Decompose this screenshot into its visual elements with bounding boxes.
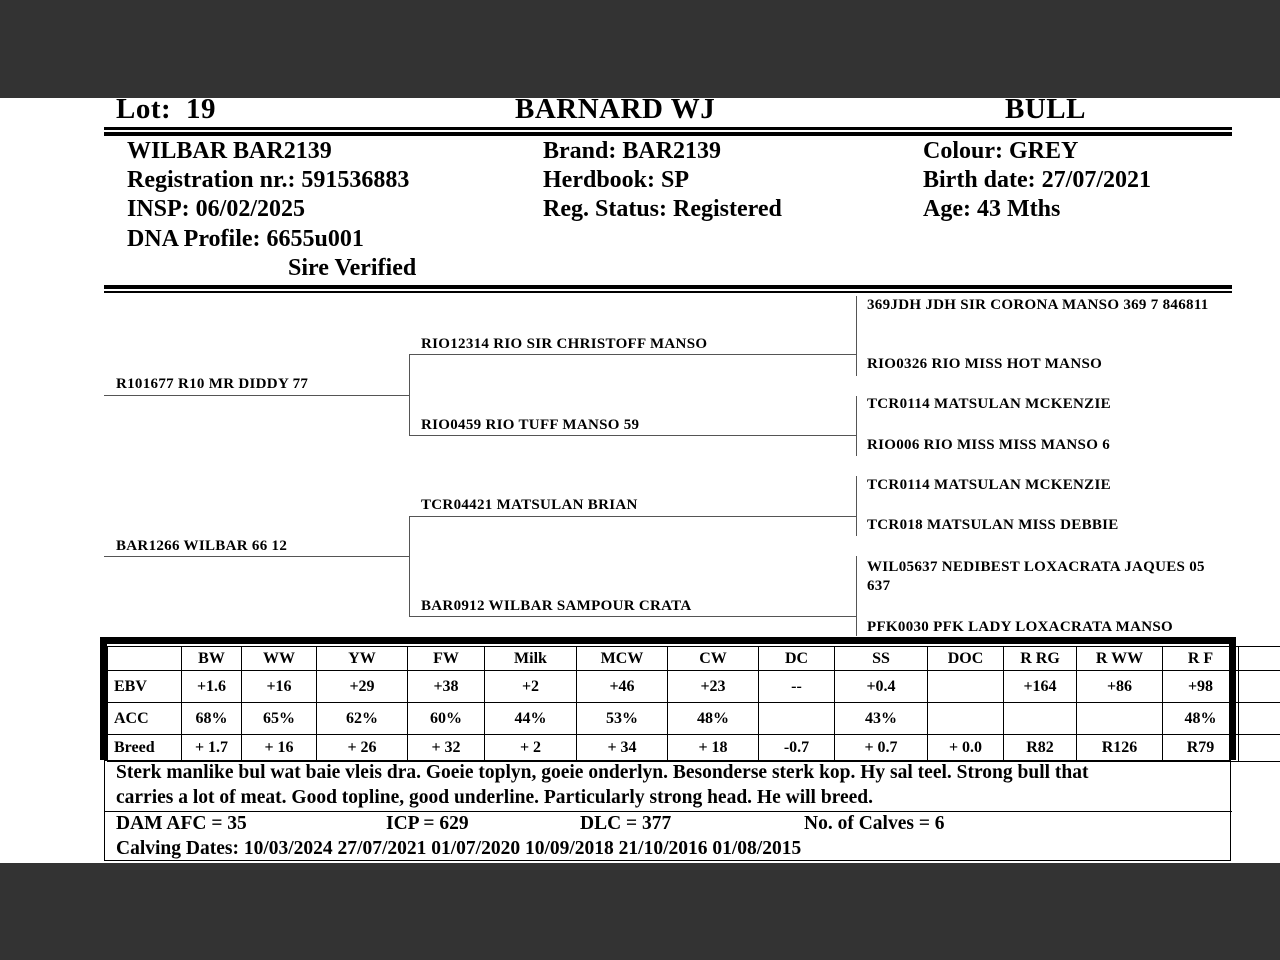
ebv-empty-cell bbox=[1239, 735, 1280, 762]
ebv-corner-cell bbox=[108, 647, 182, 671]
ebv-cell: +23 bbox=[668, 671, 759, 703]
ebv-cell: +86 bbox=[1077, 671, 1163, 703]
dna-profile: DNA Profile: 6655u001 bbox=[127, 226, 364, 252]
ebv-header-row bbox=[108, 647, 1280, 671]
ebv-cell: + 0.0 bbox=[928, 735, 1004, 762]
pedigree-dam-sire: TCR04421 MATSULAN BRIAN bbox=[421, 497, 638, 513]
comments-divider bbox=[104, 811, 1232, 812]
registration-status: Reg. Status: Registered bbox=[543, 196, 782, 222]
ebv-cell bbox=[1004, 703, 1077, 735]
pedigree-gg-1: 369JDH JDH SIR CORONA MANSO 369 7 846811 bbox=[867, 297, 1209, 313]
ebv-cell bbox=[928, 671, 1004, 703]
pedigree-connector-gg4 bbox=[856, 556, 857, 636]
ebv-cell: + 16 bbox=[242, 735, 317, 762]
pedigree-gg-4: RIO006 RIO MISS MISS MANSO 6 bbox=[867, 437, 1111, 453]
ebv-col-header: DC bbox=[759, 647, 835, 671]
ebv-cell: 53% bbox=[577, 703, 668, 735]
pedigree-connector-sire bbox=[409, 354, 410, 436]
ebv-row-label: EBV bbox=[108, 671, 182, 703]
ebv-col-header: FW bbox=[408, 647, 485, 671]
ebv-cell: +164 bbox=[1004, 671, 1077, 703]
ebv-cell: + 1.7 bbox=[182, 735, 242, 762]
pedigree-dam-line bbox=[104, 556, 409, 557]
pedigree-dam-dam: BAR0912 WILBAR SAMPOUR CRATA bbox=[421, 598, 692, 614]
catalogue-page bbox=[0, 98, 1280, 863]
comment-line-1: Sterk manlike bul wat baie vleis dra. Goeie toplyn, goeie onderlyn. Besonderse sterk kop. Hy sal teel. Strong bull that bbox=[116, 762, 1089, 783]
pedigree-dam-sire-line bbox=[409, 516, 856, 517]
ebv-cell: + 0.7 bbox=[835, 735, 928, 762]
ebv-row bbox=[108, 671, 1280, 703]
ebv-col-header: YW bbox=[317, 647, 408, 671]
ebv-cell: -- bbox=[759, 671, 835, 703]
pedigree-gg-8: PFK0030 PFK LADY LOXACRATA MANSO bbox=[867, 619, 1173, 635]
header-rule-bottom bbox=[104, 132, 1232, 136]
ebv-cell: 44% bbox=[485, 703, 577, 735]
ebv-cell: +29 bbox=[317, 671, 408, 703]
ebv-row-label: ACC bbox=[108, 703, 182, 735]
ebv-cell: +2 bbox=[485, 671, 577, 703]
pedigree-dam: BAR1266 WILBAR 66 12 bbox=[116, 538, 288, 554]
pedigree-connector-gg1 bbox=[856, 296, 857, 376]
ebv-empty-cell bbox=[1239, 703, 1280, 735]
acc-row bbox=[108, 703, 1280, 735]
pedigree-gg-6: TCR018 MATSULAN MISS DEBBIE bbox=[867, 517, 1119, 533]
ebv-cell: R126 bbox=[1077, 735, 1163, 762]
ebv-cell: +0.4 bbox=[835, 671, 928, 703]
ebv-cell: + 26 bbox=[317, 735, 408, 762]
pedigree-connector-gg3 bbox=[856, 476, 857, 536]
ebv-cell: + 34 bbox=[577, 735, 668, 762]
lot-number: 19 bbox=[186, 98, 216, 125]
pedigree-sire-sire: RIO12314 RIO SIR CHRISTOFF MANSO bbox=[421, 336, 708, 352]
dam-calves: No. of Calves = 6 bbox=[804, 813, 945, 834]
pedigree-dam-dam-line bbox=[409, 616, 856, 617]
ebv-table bbox=[107, 646, 1280, 762]
dam-dlc: DLC = 377 bbox=[580, 813, 672, 834]
ebv-col-header: R F bbox=[1163, 647, 1239, 671]
ebv-cell: 60% bbox=[408, 703, 485, 735]
ebv-cell: + 32 bbox=[408, 735, 485, 762]
ebv-cell bbox=[928, 703, 1004, 735]
ebv-cell bbox=[759, 703, 835, 735]
ebv-cell: R79 bbox=[1163, 735, 1239, 762]
sire-verified: Sire Verified bbox=[288, 255, 417, 281]
ebv-row-label: Breed bbox=[108, 735, 182, 762]
colour: Colour: GREY bbox=[923, 138, 1079, 164]
ebv-cell: + 18 bbox=[668, 735, 759, 762]
ebv-col-header: SS bbox=[835, 647, 928, 671]
pedigree-gg-3: TCR0114 MATSULAN MCKENZIE bbox=[867, 396, 1111, 412]
ebv-col-header: R WW bbox=[1077, 647, 1163, 671]
dam-afc: DAM AFC = 35 bbox=[116, 813, 247, 834]
ebv-cell: 68% bbox=[182, 703, 242, 735]
ebv-cell: +46 bbox=[577, 671, 668, 703]
ebv-cell: -0.7 bbox=[759, 735, 835, 762]
animal-name: WILBAR BAR2139 bbox=[127, 138, 332, 164]
ebv-cell bbox=[1077, 703, 1163, 735]
ebv-col-header: WW bbox=[242, 647, 317, 671]
birth-date: Birth date: 27/07/2021 bbox=[923, 167, 1151, 193]
ebv-cell: +38 bbox=[408, 671, 485, 703]
ebv-col-header: Milk bbox=[485, 647, 577, 671]
breed-row bbox=[108, 735, 1280, 762]
ebv-frame-top bbox=[100, 637, 1236, 644]
breeder-name: BARNARD WJ bbox=[515, 98, 716, 125]
ebv-cell: 43% bbox=[835, 703, 928, 735]
animal-sex: BULL bbox=[1005, 98, 1086, 125]
calving-dates: Calving Dates: 10/03/2024 27/07/2021 01/07/2020 10/09/2018 21/10/2016 01/08/2015 bbox=[116, 838, 802, 859]
info-rule-top bbox=[104, 285, 1232, 289]
ebv-cell: 48% bbox=[1163, 703, 1239, 735]
ebv-cell: + 2 bbox=[485, 735, 577, 762]
inspection-date: INSP: 06/02/2025 bbox=[127, 196, 306, 222]
header-rule-top bbox=[104, 127, 1232, 130]
ebv-cell: +1.6 bbox=[182, 671, 242, 703]
info-rule-bottom bbox=[104, 291, 1232, 293]
ebv-cell: +16 bbox=[242, 671, 317, 703]
age: Age: 43 Mths bbox=[923, 196, 1061, 222]
herdbook: Herdbook: SP bbox=[543, 167, 690, 193]
brand: Brand: BAR2139 bbox=[543, 138, 722, 164]
pedigree-sire-line bbox=[104, 395, 409, 396]
pedigree-sire-dam: RIO0459 RIO TUFF MANSO 59 bbox=[421, 417, 640, 433]
ebv-empty-cell bbox=[1239, 671, 1280, 703]
ebv-col-header: R RG bbox=[1004, 647, 1077, 671]
ebv-cell: +98 bbox=[1163, 671, 1239, 703]
ebv-frame-left bbox=[100, 638, 107, 760]
pedigree-gg-7: WIL05637 NEDIBEST LOXACRATA JAQUES 05 637 bbox=[867, 559, 1205, 594]
ebv-col-header: CW bbox=[668, 647, 759, 671]
ebv-cell: R82 bbox=[1004, 735, 1077, 762]
pedigree-sire: R101677 R10 MR DIDDY 77 bbox=[116, 376, 309, 392]
pedigree-connector-gg2 bbox=[856, 396, 857, 456]
ebv-cell: 65% bbox=[242, 703, 317, 735]
ebv-col-header: BW bbox=[182, 647, 242, 671]
pedigree-sire-sire-line bbox=[409, 354, 856, 355]
pedigree-gg-5: TCR0114 MATSULAN MCKENZIE bbox=[867, 477, 1111, 493]
pedigree-gg-2: RIO0326 RIO MISS HOT MANSO bbox=[867, 356, 1103, 372]
comment-line-2: carries a lot of meat. Good topline, good underline. Particularly strong head. He will breed. bbox=[116, 787, 874, 808]
registration-number: Registration nr.: 591536883 bbox=[127, 167, 410, 193]
lot-label: Lot: bbox=[116, 98, 172, 125]
pedigree-sire-dam-line bbox=[409, 435, 856, 436]
dam-icp: ICP = 629 bbox=[386, 813, 469, 834]
ebv-cell: 62% bbox=[317, 703, 408, 735]
ebv-empty-cell bbox=[1239, 647, 1280, 671]
ebv-col-header: MCW bbox=[577, 647, 668, 671]
pedigree-connector-dam bbox=[409, 516, 410, 617]
ebv-col-header: DOC bbox=[928, 647, 1004, 671]
ebv-cell: 48% bbox=[668, 703, 759, 735]
